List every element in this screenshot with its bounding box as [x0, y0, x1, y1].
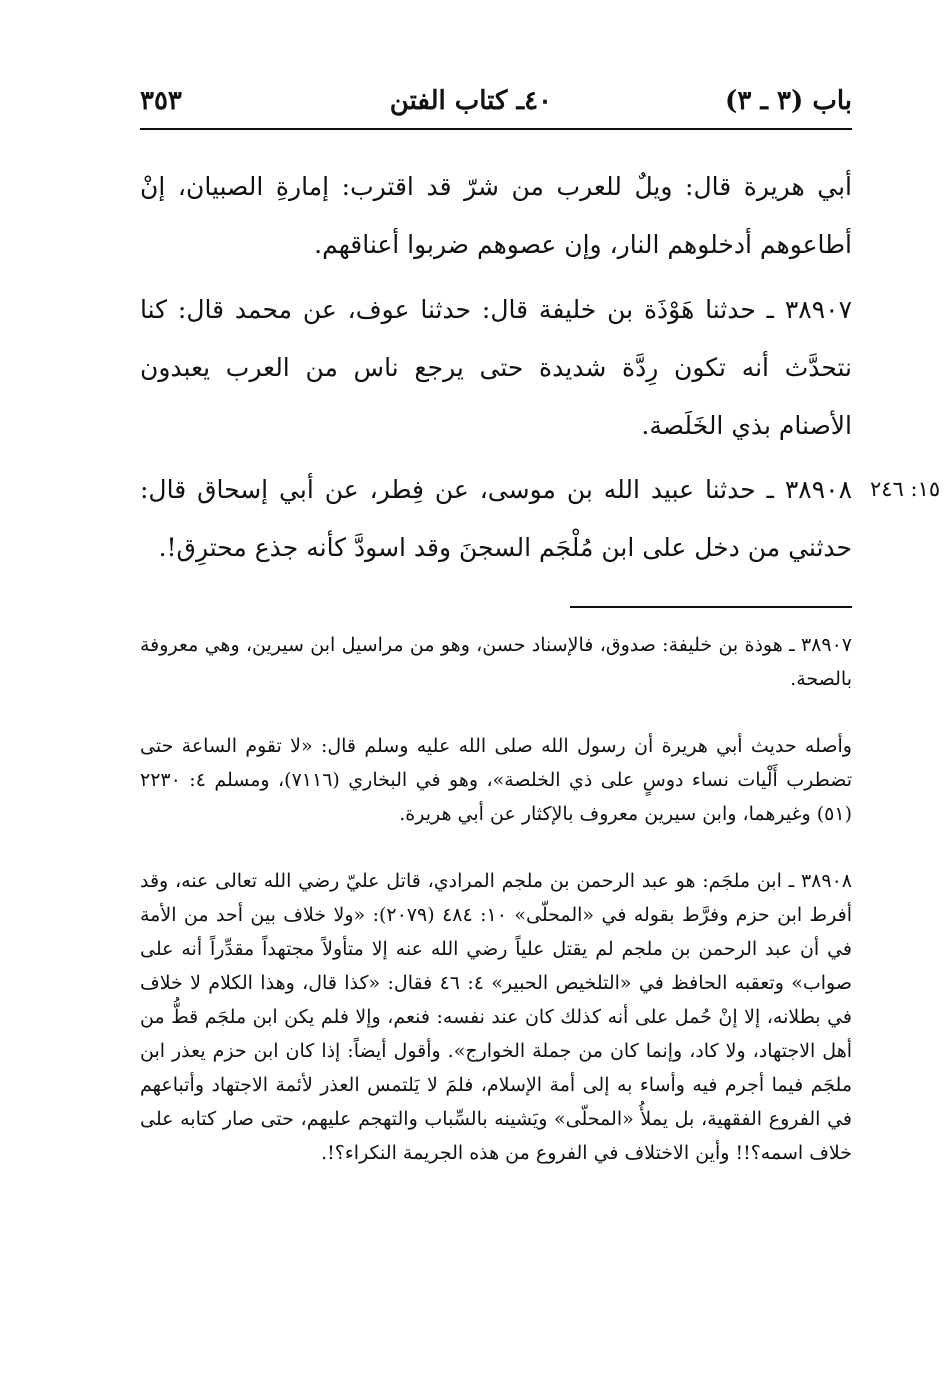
chapter-heading: باب (٣ ـ ٣): [725, 86, 852, 116]
footnote: وأصله حديث أبي هريرة أن رسول الله صلى الله عليه وسلم قال: «لا تقوم الساعة حتى تضطرب أَلْيات نساء دوسٍ على ذي الخلصة»، وهو في البخاري (٧١١٦)، ومسلم ٤: ٢٢٣٠ (٥١) وغيرهما، وابن سيرين معروف بالإكثار عن أبي هريرة.: [140, 735, 852, 825]
hadith-paragraph: ٣٨٩٠٧ ـ حدثنا هَوْذَة بن خليفة قال: حدثنا عوف، عن محمد قال: كنا نتحدَّث أنه تكون رِدَّة شديدة حتى يرجع ناس من العرب يعبدون الأصنام بذي الخَلَصة.: [140, 295, 852, 440]
book-title: ٤٠ـ كتاب الفتن: [389, 86, 552, 116]
margin-reference: ١٥: ٢٤٦: [870, 477, 941, 501]
footnote: ٣٨٩٠٨ ـ ابن ملجَم: هو عبد الرحمن بن ملجم المرادي، قاتل عليّ رضي الله تعالى عنه، وقد أفرط ابن حزم وفرَّط بقوله في «المحلّى» ١٠: ٤٨٤ (٢٠٧٩): «ولا خلاف بين أحد من الأمة في أن عبد الرحمن بن ملجم لم يقتل علياً رضي الله عنه إلا متأولاً مجتهداً مقدِّراً أنه على صواب» وتعقبه الحافظ في «التلخيص الحبير» ٤: ٤٦ فقال: «كذا قال، وهذا الكلام لا خلاف في بطلانه، إلا إنْ حُمل على أنه كذلك كان عند نفسه: فنعم، وإلا فلم يكن ابن ملجَم قطُّ من أهل الاجتهاد، ولا كاد، وإنما كان من جملة الخوارج». وأقول أيضاً: إذا كان ابن حزم يعذر ابن ملجَم فيما أجرم فيه وأساء به إلى أمة الإسلام، فلمَ لا يَلتمس العذر لأئمة الاجتهاد وأتباعهم في الفروع الفقهية، بل يملأُ «المحلّى» ويَشينه بالسِّباب والتهجم عليهم، حتى صار كتابه على خلاف اسمه؟!! وأين الاختلاف في الفروع من هذه الجريمة النكراء؟!.: [140, 870, 852, 1164]
footnote-separator: [570, 606, 852, 608]
page-header: [140, 82, 852, 128]
header-rule: [140, 128, 852, 130]
footnote: ٣٨٩٠٧ ـ هوذة بن خليفة: صدوق، فالإسناد حسن، وهو من مراسيل ابن سيرين، وهي معروفة بالصحة.: [140, 634, 852, 690]
hadith-paragraph: أبي هريرة قال: ويلٌ للعرب من شرّ قد اقترب: إمارةِ الصبيان، إنْ أطاعوهم أدخلوهم النار، وإن عصوهم ضربوا أعناقهم.: [140, 172, 852, 259]
hadith-paragraph: ٣٨٩٠٨ ـ حدثنا عبيد الله بن موسى، عن فِطر، عن أبي إسحاق قال: حدثني من دخل على ابن مُلْجَم السجنَ وقد اسودَّ كأنه جذع محترِق!.: [140, 475, 852, 562]
page-number: ٣٥٣: [140, 86, 182, 116]
